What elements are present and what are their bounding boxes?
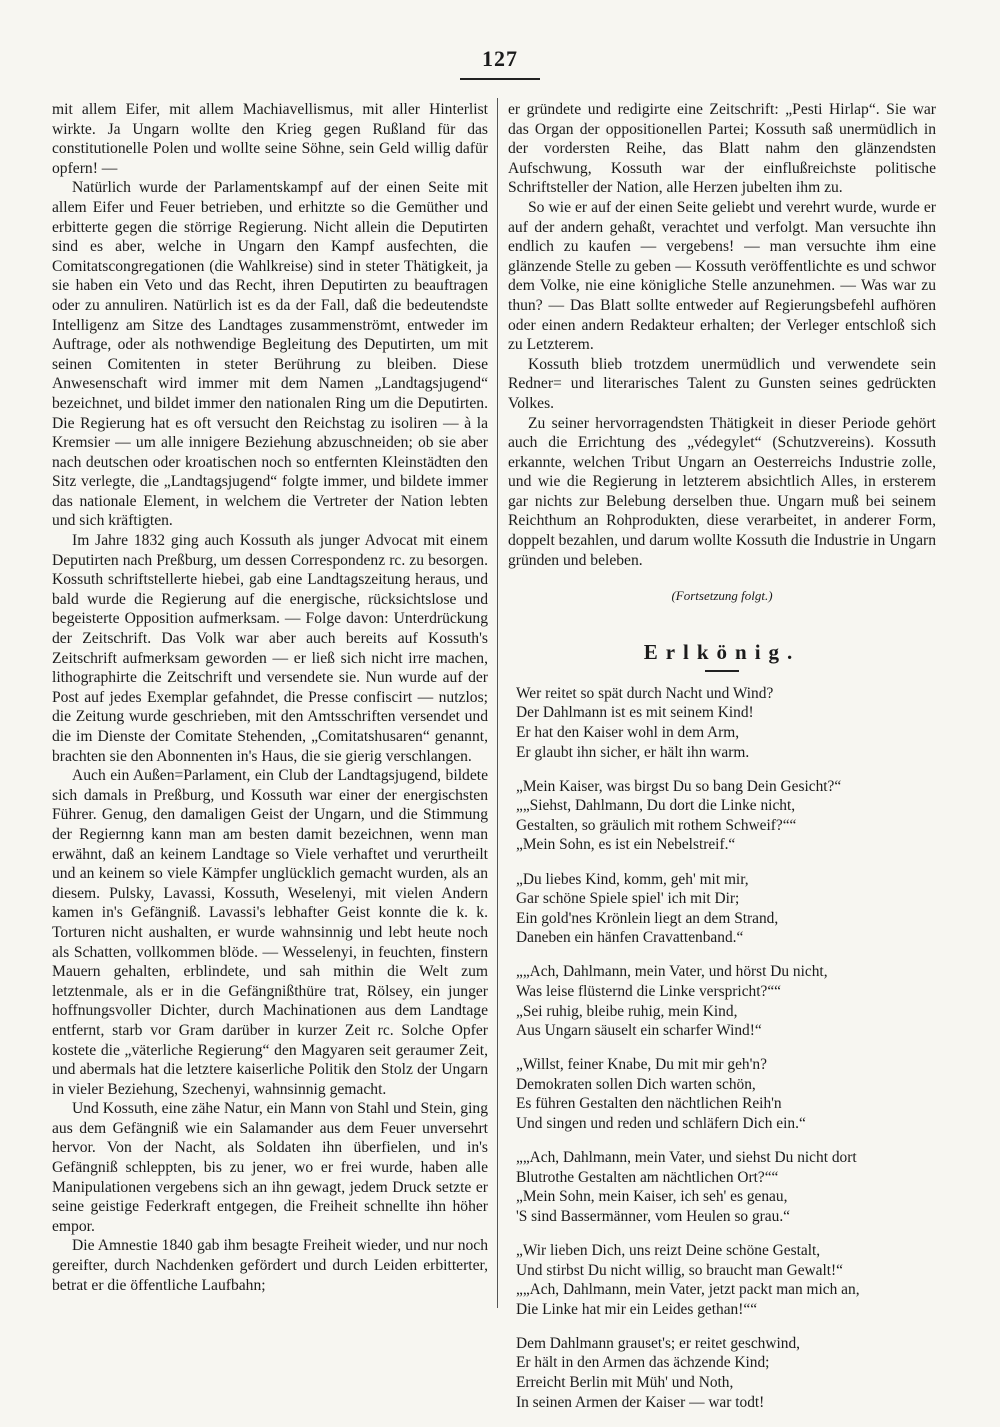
continuation-note: (Fortsetzung folgt.) [671,588,773,604]
paragraph: mit allem Eifer, mit allem Machiavellismus, mit aller Hinterlist wirkte. Ja Ungarn wollte den Krieg gegen Rußland für das constitutionelle Polen und wollte seine Söhne, sein Geld willig dafür opfern! — [52,101,488,177]
poem-verse: „Sei ruhig, bleibe ruhig, mein Kind, [516,1002,738,1020]
poem-verse: Ein gold'nes Krönlein liegt an dem Strand, [516,909,779,927]
right-column [508,100,936,1427]
paragraph: Kossuth blieb trotzdem unermüdlich und verwendete sein Redner= und literarisches Talent zu Gunsten seines gedrückten Volkes. [508,355,936,412]
poem-verse: „„Ach, Dahlmann, mein Vater, jetzt packt man mich an, [516,1281,860,1299]
poem [508,684,936,1413]
poem-title: Erlkönig. [643,640,801,665]
poem-verse: Der Dahlmann ist es mit seinem Kind! [516,704,754,722]
poem-title-rule [705,670,739,672]
poem-verse: Er hält in den Armen das ächzende Kind; [516,1354,770,1372]
poem-verse: Gestalten, so gräulich mit rothem Schweif?““ [516,816,797,834]
left-column [52,100,488,1295]
poem-verse: Demokraten sollen Dich warten schön, [516,1075,756,1093]
poem-verse: „Mein Sohn, es ist ein Nebelstreif.“ [516,836,736,854]
poem-verse: „Mein Sohn, mein Kaiser, ich seh' es genau, [516,1188,788,1206]
paragraph: Und Kossuth, eine zähe Natur, ein Mann von Stahl und Stein, ging aus dem Gefängniß wie ein Salamander aus dem Feuer unversehrt hervor. Von der Nacht, als Soldaten ihn überfielen, und in's Gefängniß schleppten, bis zu jener, wo er frei wurde, haben alle Manipulationen vergebens sich an ihn gewagt, jedem Druck setzte er seine geistige Federkraft entgegen, die Freiheit schnellte ihn höher empor. [52,1100,489,1235]
poem-verse: Er glaubt ihn sicher, er hält ihn warm. [516,743,750,761]
poem-verse: „Mein Kaiser, was birgst Du so bang Dein Gesicht?“ [516,777,842,795]
poem-verse: Und stirbst Du nicht willig, so braucht man Gewalt!“ [516,1261,843,1279]
poem-verse: In seinen Armen der Kaiser — war todt! [516,1393,765,1411]
paragraph: Die Amnestie 1840 gab ihm besagte Freiheit wieder, und nur noch gereifter, durch Nachdenken gefördert und durch Leiden erbitterter, betrat er die öffentliche Laufbahn; [52,1237,488,1294]
poem-stanza [508,684,936,762]
paragraph: Im Jahre 1832 ging auch Kossuth als junger Advocat mit einem Deputirten nach Preßburg, um dessen Correspondenz rc. zu besorgen. Kossuth schriftstellerte hiebei, gab eine Landtagszeitung heraus, und bald wurde die Regierung auf die energische, rücksichtslose und begeisterte Opposition aufmerksam. — Folge davon: Unterdrückung der Zeitschrift. Das Volk war aber auch bereits auf Kossuth's Zeitschrift aufmerksam geworden — er ließ sich nicht irre machen, lithographirte die Zeitschrift und versendete sie. Nun wurde auf der Post auf jedes Exemplar gefahndet, die Presse confiscirt — nutzlos; die Zeitung wurde geschrieben, mit den Amtsschriften versendet und die im Dienste der Comitate Stehenden, „Comitatshusaren“ genannt, brachten sie den Abonnenten in's Haus, die sie gierig verschlangen. [52,532,488,765]
poem-stanza [508,962,936,1040]
poem-verse: Erreicht Berlin mit Müh' und Noth, [516,1374,734,1392]
poem-verse: Aus Ungarn säuselt ein scharfer Wind!“ [516,1022,762,1040]
poem-verse: Es führen Gestalten den nächtlichen Reih'n [516,1095,782,1113]
poem-verse: Er hat den Kaiser wohl in dem Arm, [516,723,740,741]
page-number: 127 [482,46,518,71]
poem-verse: Wer reitet so spät durch Nacht und Wind? [516,684,774,702]
poem-stanza [508,1055,936,1133]
poem-stanza [508,870,936,948]
poem-stanza [508,777,936,855]
poem-verse: Daneben ein hänfen Cravattenband.“ [516,929,744,947]
poem-verse: „„Ach, Dahlmann, mein Vater, und hörst Du nicht, [516,963,828,981]
paragraph: Zu seiner hervorragendsten Thätigkeit in dieser Periode gehört auch die Errichtung des „védegylet“ (Schutzvereins). Kossuth erkannte, welchen Tribut Ungarn an Oesterreichs Industrie zolle, und wie die Regierung in letzterem absichtlich Alles, in ersterem gar nichts zur Belebung derselben thue. Ungarn muß bei seinem Reichthum an Rohprodukten, diese verarbeitet, in anderer Form, doppelt bezahlen, und darum wollte Kossuth die Industrie in Ungarn gründen und beleben. [508,414,936,569]
poem-verse: 'S sind Bassermänner, vom Heulen so grau.“ [516,1207,791,1225]
poem-verse: „Willst, feiner Knabe, Du mit mir geh'n? [516,1056,767,1074]
poem-verse: „Wir lieben Dich, uns reizt Deine schöne Gestalt, [516,1242,821,1259]
poem-verse: „„Ach, Dahlmann, mein Vater, und siehst Du nicht dort [516,1149,857,1167]
poem-stanza [508,1148,936,1226]
poem-stanza [508,1241,936,1319]
poem-stanza [508,1334,936,1412]
poem-verse: „Du liebes Kind, komm, geh' mit mir, [516,870,749,888]
poem-verse: Blutrothe Gestalten am nächtlichen Ort?““ [516,1168,779,1186]
paragraph: Natürlich wurde der Parlamentskampf auf der einen Seite mit allem Eifer und Feuer betrieben, und erhitzte so die Gemüther und erbitterte gegen die störrige Regierung. Nicht allein die Deputirten sind es aber, welche in Ungarn den Kampf ausfechten, die Comitatscongregationen (die Wahlkreise) sind in steter Thätigkeit, ja sie haben ein Veto und das Recht, ihren Deputirten zu beauftragen oder zu annuliren. Natürlich ist es da der Fall, daß die bedeutendste Intelligenz am Sitze des Landtages zusammenströmt, entweder im Auftrage, oder als nothwendige Begleitung des Deputirten, um mit seinen Comitenten in steter Berührung zu bleiben. Diese Anwesenschaft wird immer mit dem Namen „Landtagsjugend“ bezeichnet, und bildet immer den nationalen Ring um die Deputirten. Die Regierung hat es oft versucht den Reichstag zu isoliren — à la Kremsier — um alle innigere Beziehung abzuschneiden; ob sie aber nach deutschen oder kroatischen noch so entfernten Kleinstädten den Sitz verlegte, die „Landtagsjugend“ folgte immer, und bildete immer das nationale Element, in welchem die Vertreter der Nation lebten und sich kräftigten. [52,179,488,530]
poem-verse: Dem Dahlmann grauset's; er reitet geschwind, [516,1334,800,1352]
poem-verse: Gar schöne Spiele spiel' ich mit Dir; [516,890,740,908]
poem-verse: „„Siehst, Dahlmann, Du dort die Linke nicht, [516,797,796,815]
paragraph: So wie er auf der einen Seite geliebt und verehrt wurde, wurde er auf der andern gehaßt, verachtet und verfolgt. Man versuchte ihn endlich zu kaufen — vergebens! — man versuchte ihm eine glänzende Stelle zu geben — Kossuth veröffentlichte es und schwor dem Volke, nie eine königliche Stelle anzunehmen. — Was war zu thun? — Das Blatt sollte entweder auf Regierungsbefehl aufhören oder einen andern Redakteur erhalten; der Verleger entschloß sich zu Letzterem. [508,198,936,354]
header-rule [460,78,540,80]
column-divider [497,98,498,1308]
poem-verse: Was leise flüsternd die Linke verspricht?““ [516,982,781,1000]
paragraph: er gründete und redigirte eine Zeitschrift: „Pesti Hirlap“. Sie war das Organ der oppositionellen Partei; Kossuth saß unermüdlich in der vordersten Reihe, das Blatt nahm den glänzendsten Aufschwung, Kossuth war der einflußreichste politische Schriftsteller der Nation, alle Herzen jubelten ihm zu. [508,101,936,197]
poem-verse: Und singen und reden und schläfern Dich ein.“ [516,1115,806,1133]
poem-verse: Die Linke hat mir ein Leides gethan!““ [516,1300,758,1318]
paragraph: Auch ein Außen=Parlament, ein Club der Landtagsjugend, bildete sich damals in Preßburg, und Kossuth war einer der energischsten Führer. Genug, den damaligen Geist der Ungarn, und die Stimmung der Regiernng kann man am besten damit bezeichnen, wenn man erwähnt, daß an keinem Landtage so Viele verhaftet und verurtheilt und an keinem so viele Kämpfer unglücklich gemacht wurden, als an diesem. Pulsky, Lavassi, Kossuth, Weselenyi, mit vielen Andern kamen in's Gefängniß. Lavassi's lebhafter Geist konnte die k. k. Torturen nicht aushalten, er wurde wahnsinnig und lebt heute noch als Schatten, vollkommen blöde. — Wesselenyi, in feuchten, finstern Mauern gehalten, erblindete, und sah mithin die Welt zum letztenmale, als er in die Gefängnißthüre trat, Rölsey, ein junger hoffnungsvoller Dichter, durch Machinationen aus dem Landtage entfernt, starb vor Gram darüber in kurzer Zeit rc. Solche Opfer kostete die „väterliche Regierung“ den Magyaren seit geraumer Zeit, und abermals hat die letztere kaiserliche Politik den Stolz der Ungarn in vieler Beziehung, Szechenyi, wahnsinnig gemacht. [52,767,488,1098]
